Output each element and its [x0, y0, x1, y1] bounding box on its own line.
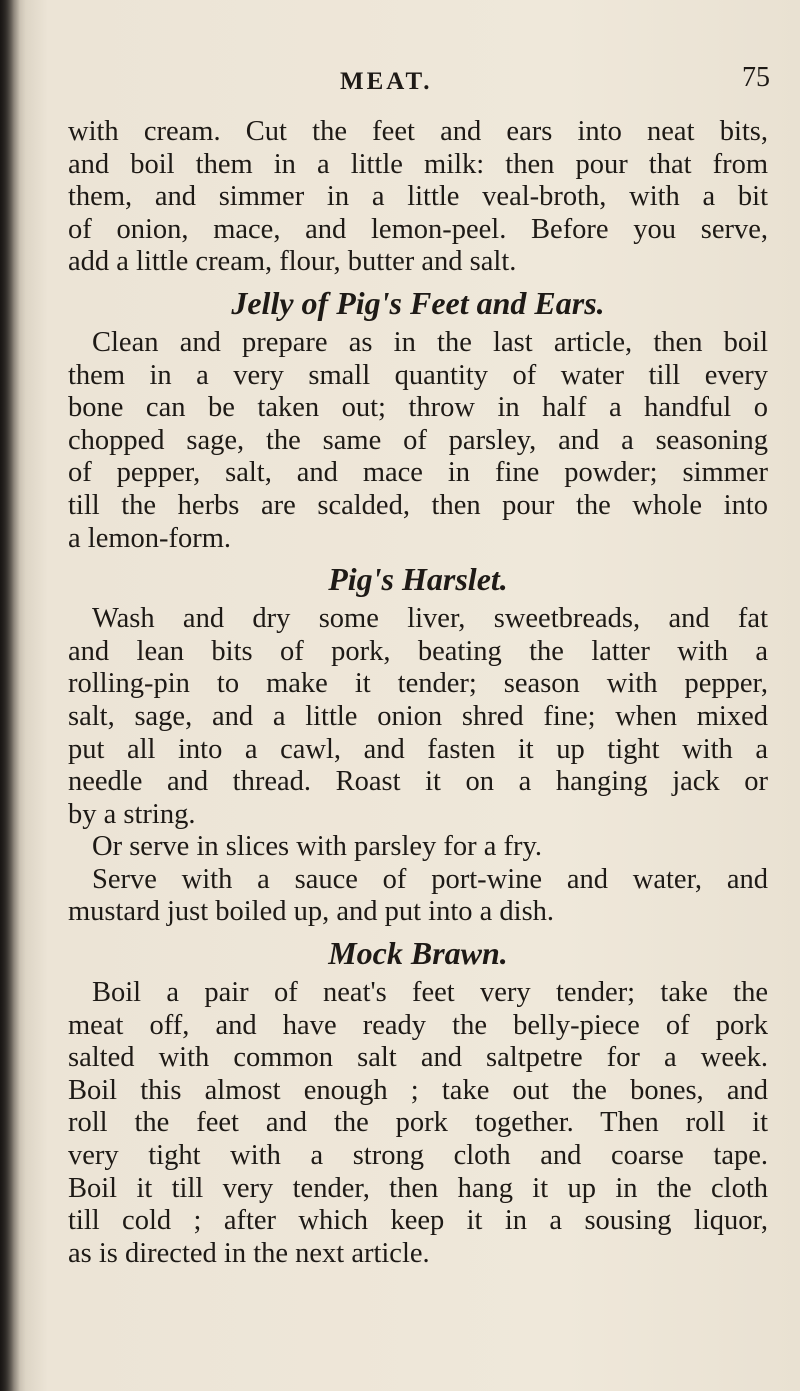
page-number: 75: [742, 62, 770, 93]
body-line: till the herbs are scalded, then pour the whole into: [68, 489, 768, 521]
body-line: Boil this almost enough ; take out the bones, and: [68, 1074, 768, 1106]
body-line: and boil them in a little milk: then pour that from: [68, 148, 768, 180]
section-heading: Pig's Harslet.: [328, 561, 508, 598]
body-line: chopped sage, the same of parsley, and a seasoning: [68, 424, 768, 456]
body-line: mustard just boiled up, and put into a dish.: [68, 896, 555, 928]
body-line: very tight with a strong cloth and coarse tape.: [68, 1140, 768, 1172]
body-line: rolling-pin to make it tender; season with pepper,: [68, 668, 768, 700]
body-line: a lemon-form.: [68, 522, 232, 554]
body-line: meat off, and have ready the belly-piece of pork: [68, 1009, 768, 1041]
body-line: them in a very small quantity of water till every: [68, 359, 768, 391]
body-line: and lean bits of pork, beating the latter with a: [68, 635, 768, 667]
body-line: Boil a pair of neat's feet very tender; take the: [92, 977, 768, 1009]
body-line: Or serve in slices with parsley for a fry.: [92, 831, 543, 863]
body-line: with cream. Cut the feet and ears into neat bits,: [68, 116, 768, 147]
body-line: put all into a cawl, and fasten it up tight with a: [68, 733, 768, 765]
body-line: bone can be taken out; throw in half a handful o: [68, 392, 768, 424]
section-heading: Jelly of Pig's Feet and Ears.: [231, 284, 605, 321]
body-line: Clean and prepare as in the last article, then boil: [92, 326, 768, 358]
body-line: salt, sage, and a little onion shred fine; when mixed: [68, 700, 768, 732]
running-title: MEAT.: [340, 68, 433, 95]
body-line: of pepper, salt, and mace in fine powder; simmer: [68, 457, 768, 489]
body-line: roll the feet and the pork together. Then roll it: [68, 1107, 768, 1139]
body-line: till cold ; after which keep it in a sousing liquor,: [68, 1205, 768, 1237]
body-line: as is directed in the next article.: [68, 1237, 430, 1269]
body-line: Wash and dry some liver, sweetbreads, and fat: [92, 603, 768, 635]
body-line: add a little cream, flour, butter and salt.: [68, 246, 517, 278]
body-line: Serve with a sauce of port-wine and water, and: [92, 863, 768, 895]
page-body: [68, 116, 768, 1270]
body-line: of onion, mace, and lemon-peel. Before you serve,: [68, 213, 768, 245]
body-line: needle and thread. Roast it on a hanging jack or: [68, 766, 768, 798]
body-line: them, and simmer in a little veal-broth, with a bit: [68, 181, 768, 213]
body-line: salted with common salt and saltpetre for a week.: [68, 1042, 768, 1074]
spine-shadow: [0, 0, 20, 1391]
body-line: by a string.: [68, 798, 196, 830]
section-heading: Mock Brawn.: [328, 935, 508, 972]
body-line: Boil it till very tender, then hang it up in the cloth: [68, 1172, 768, 1204]
running-head: [0, 62, 800, 102]
